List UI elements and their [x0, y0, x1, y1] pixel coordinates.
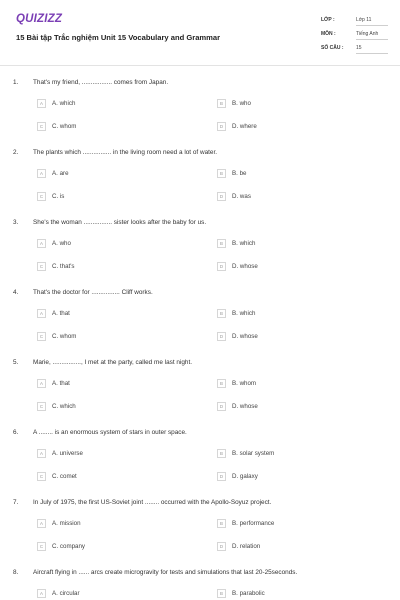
- question-text: In July of 1975, the first US-Soviet joint ........ occurred with the Apollo-Soyuz project.: [33, 499, 272, 506]
- worksheet-header: [0, 0, 400, 66]
- question-item: [0, 556, 400, 600]
- option-letter-box: A: [37, 309, 46, 318]
- option-letter-box: C: [37, 192, 46, 201]
- question-text: She's the woman ................ sister looks after the baby for us.: [33, 219, 207, 226]
- option-letter-box: D: [217, 262, 226, 271]
- option-text: A. that: [52, 380, 70, 387]
- option-letter-box: B: [217, 379, 226, 388]
- option-letter-box: A: [37, 99, 46, 108]
- option-text: A. mission: [52, 520, 81, 527]
- option-text: C. whom: [52, 123, 77, 130]
- option-text: B. performance: [232, 520, 275, 527]
- option-letter-box: D: [217, 122, 226, 131]
- option-text: A. which: [52, 100, 76, 107]
- option-text: D. where: [232, 123, 257, 130]
- option-letter-box: C: [37, 332, 46, 341]
- option-text: D. whose: [232, 333, 258, 340]
- option-letter-box: B: [217, 169, 226, 178]
- option-letter-box: A: [37, 449, 46, 458]
- question-number: 1.: [13, 79, 19, 86]
- meta-value: Tiếng Anh: [356, 30, 388, 40]
- option-text: D. whose: [232, 263, 258, 270]
- option-text: B. whom: [232, 380, 257, 387]
- meta-value: 15: [356, 44, 388, 54]
- option-letter-box: D: [217, 472, 226, 481]
- option-letter-box: D: [217, 332, 226, 341]
- option-letter-box: D: [217, 192, 226, 201]
- option-letter-box: C: [37, 262, 46, 271]
- option-text: B. who: [232, 100, 251, 107]
- option-letter-box: B: [217, 589, 226, 598]
- question-item: [0, 206, 400, 276]
- meta-value: Lớp 11: [356, 16, 388, 26]
- option-text: A. are: [52, 170, 69, 177]
- question-item: [0, 416, 400, 486]
- question-text: The plants which ................ in the living room need a lot of water.: [33, 149, 217, 156]
- question-number: 8.: [13, 569, 19, 576]
- meta-row-class: [321, 16, 391, 30]
- option-text: D. relation: [232, 543, 261, 550]
- option-text: A. universe: [52, 450, 83, 457]
- meta-label: SỐ CÂU :: [321, 45, 344, 51]
- question-item: [0, 66, 400, 136]
- question-number: 5.: [13, 359, 19, 366]
- option-letter-box: A: [37, 169, 46, 178]
- option-text: A. circular: [52, 590, 80, 597]
- option-letter-box: B: [217, 449, 226, 458]
- question-item: [0, 136, 400, 206]
- option-letter-box: A: [37, 379, 46, 388]
- option-letter-box: A: [37, 589, 46, 598]
- option-text: C. company: [52, 543, 86, 550]
- question-number: 6.: [13, 429, 19, 436]
- option-letter-box: D: [217, 402, 226, 411]
- option-text: B. be: [232, 170, 247, 177]
- meta-row-subject: [321, 30, 391, 44]
- option-text: D. galaxy: [232, 473, 258, 480]
- option-text: B. which: [232, 240, 256, 247]
- option-letter-box: C: [37, 122, 46, 131]
- option-text: A. that: [52, 310, 70, 317]
- option-text: C. comet: [52, 473, 77, 480]
- question-item: [0, 486, 400, 556]
- question-text: Aircraft flying in ...... arcs create microgravity for tests and simulations that last 20-25seconds.: [33, 569, 298, 576]
- meta-row-question-count: [321, 44, 391, 58]
- option-letter-box: A: [37, 239, 46, 248]
- question-number: 2.: [13, 149, 19, 156]
- question-text: That's the doctor for ................ Cliff works.: [33, 289, 153, 296]
- option-text: D. whose: [232, 403, 258, 410]
- option-letter-box: B: [217, 309, 226, 318]
- worksheet-title: 15 Bài tập Trắc nghiệm Unit 15 Vocabulary and Grammar: [16, 33, 221, 42]
- option-letter-box: B: [217, 519, 226, 528]
- option-text: C. that's: [52, 263, 75, 270]
- meta-label: MÔN :: [321, 31, 336, 37]
- option-text: C. which: [52, 403, 76, 410]
- option-letter-box: B: [217, 239, 226, 248]
- worksheet-meta: [321, 16, 391, 58]
- option-letter-box: B: [217, 99, 226, 108]
- option-letter-box: D: [217, 542, 226, 551]
- quizizz-logo: QUIZIZZ: [16, 13, 63, 25]
- option-text: D. was: [232, 193, 251, 200]
- question-item: [0, 276, 400, 346]
- option-text: B. which: [232, 310, 256, 317]
- question-number: 7.: [13, 499, 19, 506]
- option-letter-box: A: [37, 519, 46, 528]
- option-text: B. parabolic: [232, 590, 265, 597]
- question-text: Marie, ................, I met at the party, called me last night.: [33, 359, 192, 366]
- option-letter-box: C: [37, 542, 46, 551]
- option-text: B. solar system: [232, 450, 275, 457]
- question-number: 4.: [13, 289, 19, 296]
- question-text: That's my friend, ................. comes from Japan.: [33, 79, 169, 86]
- option-letter-box: C: [37, 472, 46, 481]
- question-text: A ........ is an enormous system of stars in outer space.: [33, 429, 187, 436]
- option-letter-box: C: [37, 402, 46, 411]
- option-text: C. whom: [52, 333, 77, 340]
- option-text: C. is: [52, 193, 65, 200]
- option-text: A. who: [52, 240, 71, 247]
- question-item: [0, 346, 400, 416]
- question-number: 3.: [13, 219, 19, 226]
- meta-label: LỚP :: [321, 17, 335, 23]
